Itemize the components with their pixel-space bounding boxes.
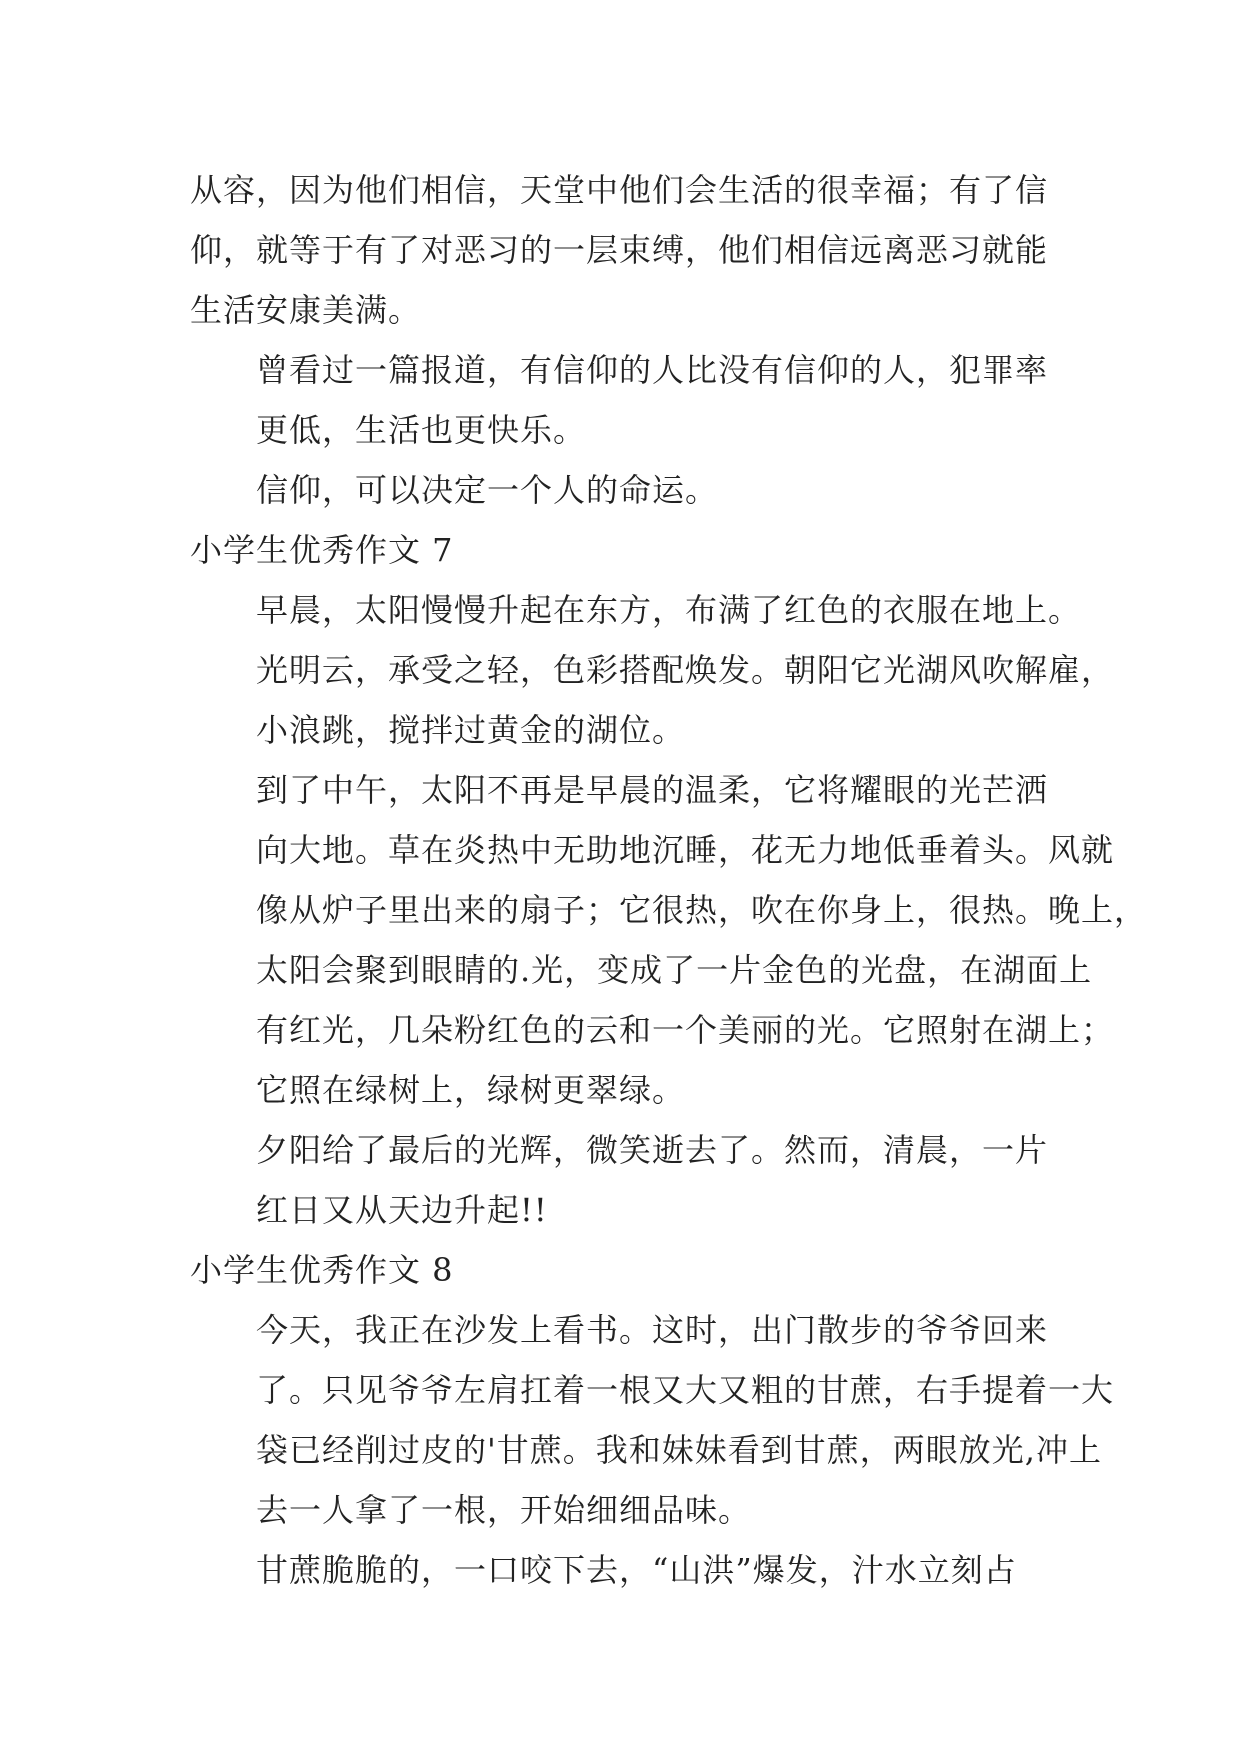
text-line: 甘蔗脆脆的，一口咬下去，“山洪”爆发，汁水立刻占 — [256, 1551, 1017, 1589]
text-line: 有红光，几朵粉红色的云和一个美丽的光。它照射在湖上； — [256, 1011, 1115, 1049]
paragraph — [190, 1120, 1050, 1240]
text-line: 早晨，太阳慢慢升起在东方，布满了红色的衣服在地上。 — [256, 591, 1082, 629]
paragraph — [190, 340, 1050, 460]
text-line: 光明云，承受之轻，色彩搭配焕发。朝阳它光湖风吹解雇， — [256, 651, 1115, 689]
text-line: 从容，因为他们相信，天堂中他们会生活的很幸福；有了信 — [190, 171, 1049, 209]
paragraph — [190, 1540, 1050, 1600]
heading-text: 小学生优秀作文 7 — [190, 531, 454, 569]
section-heading — [190, 1240, 1050, 1300]
text-line: 仰，就等于有了对恶习的一层束缚，他们相信远离恶习就能 — [190, 231, 1049, 269]
text-line: 夕阳给了最后的光辉，微笑逝去了。然而，清晨，一片 — [256, 1131, 1049, 1169]
paragraph — [190, 580, 1115, 760]
text-line: 到了中午，太阳不再是早晨的温柔，它将耀眼的光芒洒 — [256, 771, 1049, 809]
text-line: 了。只见爷爷左肩扛着一根又大又粗的甘蔗，右手提着一大 — [256, 1371, 1115, 1409]
paragraph — [190, 760, 1148, 1120]
text-line: 太阳会聚到眼睛的.光，变成了一片金色的光盘，在湖面上 — [256, 951, 1093, 989]
text-line: 生活安康美满。 — [190, 291, 422, 329]
text-line: 去一人拿了一根，开始细细品味。 — [256, 1491, 752, 1529]
text-line: 红日又从天边升起!! — [256, 1191, 548, 1229]
paragraph — [190, 1300, 1115, 1540]
text-line: 小浪跳，搅拌过黄金的湖位。 — [256, 711, 686, 749]
paragraph — [190, 460, 1050, 520]
text-line: 像从炉子里出来的扇子；它很热，吹在你身上，很热。晚上， — [256, 891, 1148, 929]
paragraph — [190, 160, 1050, 340]
text-line: 更低，生活也更快乐。 — [256, 411, 587, 449]
text-line: 向大地。草在炎热中无助地沉睡，花无力地低垂着头。风就 — [256, 831, 1115, 869]
text-line: 今天，我正在沙发上看书。这时，出门散步的爷爷回来 — [256, 1311, 1049, 1349]
text-line: 袋已经削过皮的'甘蔗。我和妹妹看到甘蔗，两眼放光,冲上 — [256, 1431, 1102, 1469]
text-line: 信仰，可以决定一个人的命运。 — [256, 471, 719, 509]
text-line: 曾看过一篇报道，有信仰的人比没有信仰的人，犯罪率 — [256, 351, 1049, 389]
section-heading — [190, 520, 1050, 580]
heading-text: 小学生优秀作文 8 — [190, 1251, 454, 1289]
document-body — [190, 160, 1148, 1600]
text-line: 它照在绿树上，绿树更翠绿。 — [256, 1071, 686, 1109]
